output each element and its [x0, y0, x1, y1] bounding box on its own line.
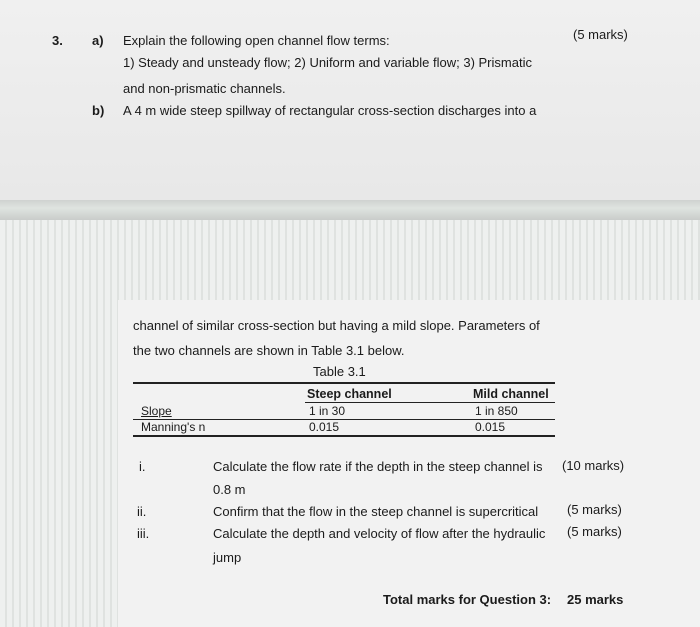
subquestion-iii-marks: (5 marks) — [567, 524, 622, 539]
part-a-line-3: and non-prismatic channels. — [123, 81, 286, 96]
subquestion-ii-line-1: Confirm that the flow in the steep channel is supercritical — [213, 504, 539, 519]
table-cell-manning-steep: 0.015 — [309, 420, 340, 434]
table-top-rule — [133, 382, 555, 384]
subquestion-i-marks: (10 marks) — [562, 458, 625, 473]
subquestion-i-line-1: Calculate the flow rate if the depth in the steep channel is — [213, 459, 543, 474]
part-a-line-1: Explain the following open channel flow terms: — [123, 33, 390, 48]
table-header-rule — [305, 402, 555, 403]
table-header-steep: Steep channel — [307, 387, 392, 401]
subquestion-iii-line-1: Calculate the depth and velocity of flow after the hydraulic — [213, 526, 546, 541]
total-marks-value: 25 marks — [567, 592, 624, 607]
part-a-marks: (5 marks) — [573, 27, 628, 42]
part-b-line-2: channel of similar cross-section but having a mild slope. Parameters of — [133, 318, 540, 333]
table-cell-slope-steep: 1 in 30 — [309, 404, 346, 418]
table-row-label-manning: Manning's n — [141, 420, 206, 434]
subquestion-iii-line-2: jump — [213, 550, 242, 565]
question-number: 3. — [52, 33, 63, 48]
part-b-label: b) — [92, 103, 105, 118]
subquestion-i-label: i. — [139, 459, 146, 474]
subquestion-ii-marks: (5 marks) — [567, 502, 622, 517]
subquestion-iii-label: iii. — [137, 526, 150, 541]
table-cell-manning-mild: 0.015 — [475, 420, 506, 434]
total-marks-label: Total marks for Question 3: — [383, 592, 552, 607]
table-cell-slope-mild: 1 in 850 — [475, 404, 518, 418]
part-b-line-3: the two channels are shown in Table 3.1 below. — [133, 343, 405, 358]
part-a-label: a) — [92, 33, 104, 48]
table-bottom-rule — [133, 435, 555, 437]
part-a-line-2: 1) Steady and unsteady flow; 2) Uniform and variable flow; 3) Prismatic — [123, 55, 532, 70]
table-row-label-slope: Slope — [141, 404, 172, 418]
part-b-line-1: A 4 m wide steep spillway of rectangular cross-section discharges into a — [123, 103, 537, 118]
photo-divider-band — [0, 200, 700, 220]
table-caption: Table 3.1 — [313, 364, 366, 379]
table-header-mild: Mild channel — [473, 387, 549, 401]
subquestion-ii-label: ii. — [137, 504, 147, 519]
subquestion-i-line-2: 0.8 m — [213, 482, 246, 497]
